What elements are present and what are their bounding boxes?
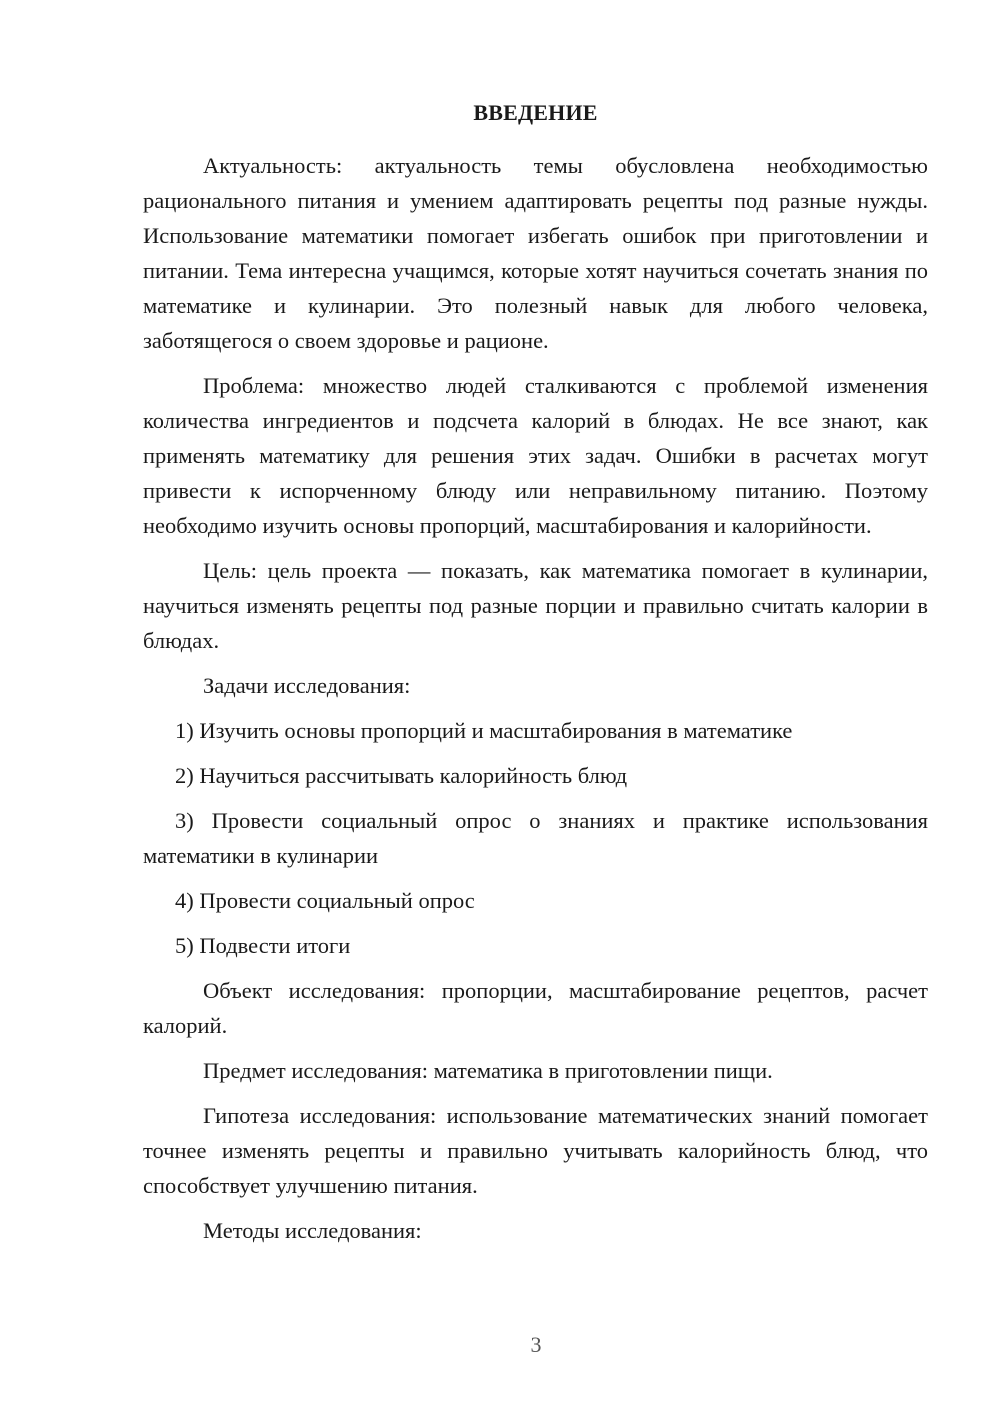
paragraph-tasks-heading: Задачи исследования: [203, 673, 411, 698]
paragraph-goal: Цель: цель проекта — показать, как математика помогает в кулинарии, научиться изменять рецепты под разные порции и правильно считать калории в блюдах. [143, 558, 928, 653]
paragraph-problem: Проблема: множество людей сталкиваются с проблемой изменения количества ингредиентов и подсчета калорий в блюдах. Не все знают, как применять математику для решения этих задач. Ошибки в расчетах могут привести к испорченному блюду или неправильному питанию. Поэтому необходимо изучить основы пропорций, масштабирования и калорийности. [143, 373, 928, 538]
paragraph-relevance: Актуальность: актуальность темы обусловлена необходимостью рационального питания и умением адаптировать рецепты под разные нужды. Использование математики помогает избегать ошибок при приготовлении и питании. Тема интересна учащимся, которые хотят научиться сочетать знания по математике и кулинарии. Это полезный навык для любого человека, заботящегося о своем здоровье и рационе. [143, 153, 928, 353]
task-item-5: 5) Подвести итоги [175, 933, 351, 958]
paragraph-hypothesis: Гипотеза исследования: использование математических знаний помогает точнее изменять рецепты и правильно учитывать калорийность блюд, что способствует улучшению питания. [143, 1103, 928, 1198]
task-item-1: 1) Изучить основы пропорций и масштабирования в математике [175, 718, 793, 743]
task-item-2: 2) Научиться рассчитывать калорийность блюд [175, 763, 628, 788]
page-number: 3 [530, 1332, 542, 1357]
paragraph-subject: Предмет исследования: математика в приготовлении пищи. [203, 1058, 773, 1083]
section-title: ВВЕДЕНИЕ [473, 100, 598, 125]
task-item-3: 3) Провести социальный опрос о знаниях и практике использования математики в кулинарии [143, 808, 928, 868]
paragraph-methods: Методы исследования: [203, 1218, 422, 1243]
task-item-4: 4) Провести социальный опрос [175, 888, 475, 913]
paragraph-object: Объект исследования: пропорции, масштабирование рецептов, расчет калорий. [143, 978, 928, 1038]
document-page [143, 95, 928, 1248]
